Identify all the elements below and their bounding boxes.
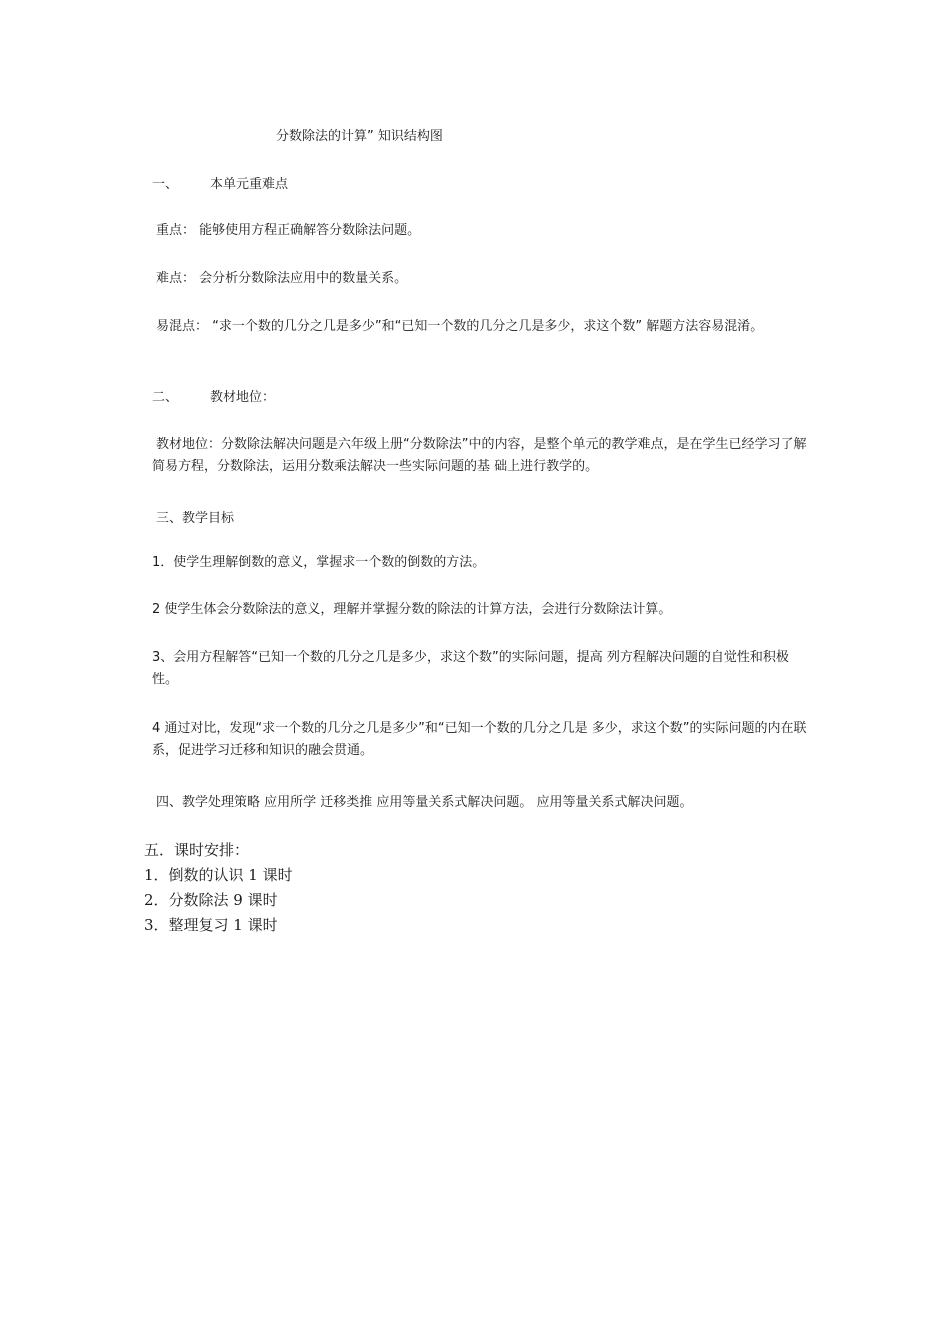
section-1-title: 本单元重难点: [210, 177, 289, 192]
section-2-title: 教材地位：: [210, 390, 276, 405]
focus-point: 重点： 能够使用方程正确解答分数除法问题。: [156, 223, 421, 238]
schedule-item: 2．分数除法 9 课时: [144, 891, 278, 909]
difficulty-point: 难点： 会分析分数除法应用中的数量关系。: [156, 271, 408, 286]
section-3-heading: 三、教学目标: [156, 511, 235, 526]
section-1-number: 一、: [152, 177, 179, 192]
section-2-heading: [152, 387, 275, 409]
schedule-item: 3．整理复习 1 课时: [144, 916, 278, 934]
schedule-item: 1．倒数的认识 1 课时: [144, 866, 293, 884]
document-title: 分数除法的计算” 知识结构图: [276, 129, 443, 144]
goal-item: 3、会用方程解答“已知一个数的几分之几是多少，求这个数”的实际问题，提高 列方程解决问题的自觉性和积极性。: [152, 650, 789, 687]
section-5-heading: 五．课时安排：: [144, 841, 250, 859]
goal-item: 4 通过对比，发现“求一个数的几分之几是多少”和“已知一个数的几分之几是 多少，求这个数”的实际问题的内在联系，促进学习迁移和知识的融会贯通。: [152, 721, 807, 758]
goal-item: 1．使学生理解倒数的意义，掌握求一个数的倒数的方法。: [152, 555, 486, 570]
textbook-position-body: 教材地位：分数除法解决问题是六年级上册“分数除法”中的内容，是整个单元的教学难点，是在学生已经学习了解简易方程，分数除法，运用分数乘法解决一些实际问题的基 础上进行教学的。: [152, 437, 807, 474]
section-4-strategy: 四、教学处理策略 应用所学 迁移类推 应用等量关系式解决问题。 应用等量关系式解决问题。: [156, 795, 693, 810]
confusion-point: 易混点： “求一个数的几分之几是多少”和“已知一个数的几分之几是多少，求这个数” 解题方法容易混淆。: [156, 319, 764, 334]
goal-item: 2 使学生体会分数除法的意义，理解并掌握分数的除法的计算方法，会进行分数除法计算。: [152, 602, 672, 617]
section-2-number: 二、: [152, 390, 179, 405]
section-1-heading: [152, 174, 288, 196]
